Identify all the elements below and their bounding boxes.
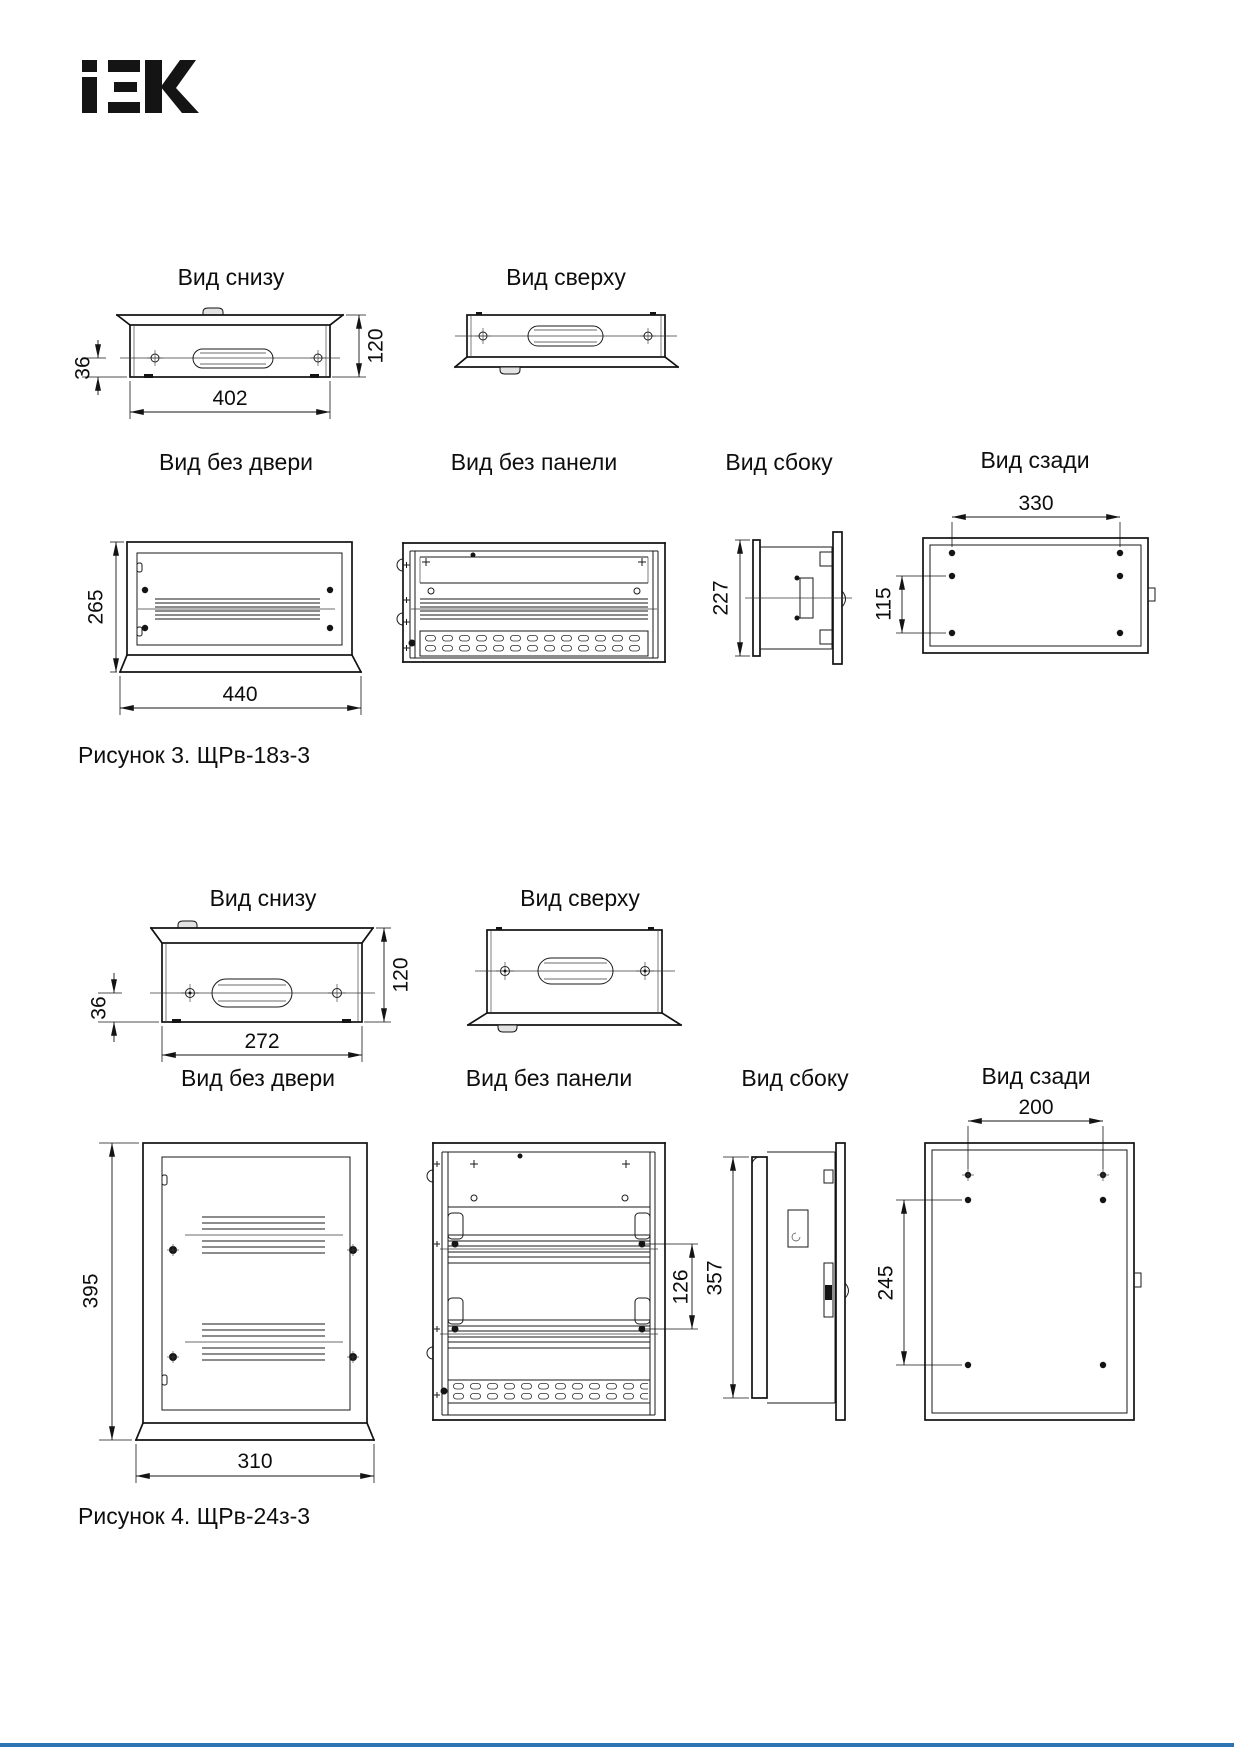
din-rail-section <box>788 1210 808 1247</box>
hanger-slot <box>1134 1273 1141 1287</box>
fig3-front-view-drawing <box>80 515 390 720</box>
fig4-top-view-drawing <box>420 905 720 1040</box>
fig3-top-view-drawing <box>400 293 700 393</box>
mounting-holes <box>962 1169 1109 1368</box>
fig4-caption: Рисунок 4. ЩРв-24з-3 <box>78 1503 311 1529</box>
latch-bump <box>178 921 197 928</box>
fig4-side-view-title: Вид сбоку <box>741 1065 849 1091</box>
cable-knockout <box>193 349 273 368</box>
screw-hole-icon <box>310 350 326 366</box>
fig3-dim-hole-span-x: 330 <box>1018 492 1054 515</box>
flange-screws <box>434 1161 440 1398</box>
fig4-rear-view-drawing <box>860 1093 1180 1438</box>
wall-flange <box>836 1143 845 1420</box>
fig4-dim-inset: 36 <box>87 996 111 1020</box>
fig3-top-view-title: Вид сверху <box>506 264 626 290</box>
fig3-rear-view-title: Вид сзади <box>980 447 1090 473</box>
screw-hole-icon <box>636 962 654 980</box>
fig4-panel-view-drawing <box>400 1095 705 1430</box>
hanger-slot <box>1148 588 1155 601</box>
enclosure-body <box>130 325 330 377</box>
fig4-dim-rail-gap: 126 <box>669 1269 693 1305</box>
screw-hole-icon <box>496 962 514 980</box>
screw-hole-icon <box>328 984 346 1002</box>
fig3-panel-view-title: Вид без панели <box>450 449 618 475</box>
fig3-side-view-drawing <box>690 510 865 680</box>
fig4-front-view-drawing <box>75 1095 395 1495</box>
enclosure-body <box>162 943 362 1022</box>
enclosure-frame <box>143 1143 367 1423</box>
mounting-holes <box>949 550 1123 636</box>
fig3-dim-outer-width: 440 <box>222 683 258 706</box>
cable-entry-strip <box>441 1380 651 1403</box>
latch-bump <box>203 308 223 315</box>
fig3-dim-height: 265 <box>84 589 108 625</box>
screw-icon <box>422 553 646 567</box>
fig3-bottom-view-drawing <box>70 295 390 445</box>
fig3-dim-width: 402 <box>212 387 248 410</box>
din-rail <box>138 599 335 619</box>
fig3-caption: Рисунок 3. ЩРв-18з-3 <box>78 742 311 768</box>
screw-hole-icon <box>640 328 656 344</box>
fig4-dim-depth: 120 <box>389 957 413 993</box>
fig4-dim-outer-width: 310 <box>237 1450 273 1473</box>
latch-bump <box>500 367 520 374</box>
fig4-panel-view-title: Вид без панели <box>465 1065 633 1091</box>
screw-hole-icon <box>147 350 163 366</box>
fig3-dim-side-height: 227 <box>709 580 733 616</box>
latch-bump <box>498 1025 517 1032</box>
fig3-panel-view-drawing <box>395 515 695 675</box>
fig4-dim-hole-span-x: 200 <box>1018 1096 1054 1119</box>
fig4-dim-width: 272 <box>244 1030 280 1053</box>
enclosure-back <box>923 538 1148 653</box>
fig3-dim-inset: 36 <box>71 356 95 380</box>
fig4-bottom-view-drawing <box>80 900 420 1070</box>
door-edge <box>752 1157 767 1398</box>
fig4-front-view-title: Вид без двери <box>181 1065 335 1091</box>
fig4-dim-side-height: 357 <box>703 1260 727 1296</box>
iek-logo <box>72 46 212 121</box>
screw-hole-icon <box>181 984 199 1002</box>
din-rail <box>440 1320 658 1348</box>
fig3-dim-depth: 120 <box>364 328 388 364</box>
fig3-side-view-title: Вид сбоку <box>725 449 833 475</box>
enclosure-back <box>925 1143 1134 1420</box>
fig3-dim-hole-span-y: 115 <box>872 587 896 621</box>
footer-rule <box>0 1743 1234 1747</box>
din-rail <box>185 1324 343 1360</box>
rail-bracket <box>448 1213 650 1248</box>
fig4-dim-hole-span-y: 245 <box>874 1265 898 1301</box>
enclosure-body <box>487 930 662 1013</box>
panel-screws <box>167 1244 359 1363</box>
flange-screws <box>404 562 410 651</box>
fig4-bottom-view-title: Вид снизу <box>209 885 317 911</box>
fig4-dim-height: 395 <box>79 1273 103 1309</box>
fig4-rear-view-title: Вид сзади <box>981 1063 1091 1089</box>
din-rail <box>440 1235 658 1263</box>
fig3-front-view-title: Вид без двери <box>159 449 313 475</box>
screw-hole-icon <box>475 328 491 344</box>
cable-entry-strip <box>409 631 649 656</box>
fig4-top-view-title: Вид сверху <box>520 885 640 911</box>
din-rail <box>185 1217 343 1253</box>
rail-bracket <box>448 1298 650 1333</box>
fig3-rear-view-drawing <box>860 480 1180 680</box>
fig4-side-view-drawing <box>695 1095 870 1440</box>
fig3-bottom-view-title: Вид снизу <box>177 264 285 290</box>
screw-icon <box>470 1154 630 1169</box>
din-rail <box>411 599 657 619</box>
